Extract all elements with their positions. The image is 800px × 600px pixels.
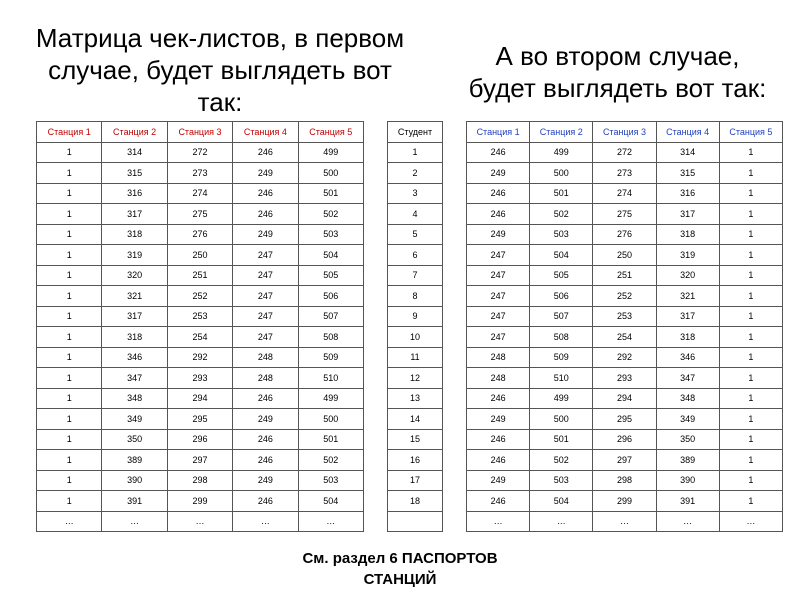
column-header: Станция 5: [719, 122, 782, 143]
table-row: [467, 347, 783, 368]
table-cell: 249: [467, 224, 530, 245]
table-row: [467, 142, 783, 163]
table-row: [467, 429, 783, 450]
table-row: [467, 450, 783, 471]
table-cell: 7: [388, 265, 443, 286]
table-row: [388, 265, 443, 286]
table-cell: 1: [719, 163, 782, 184]
table-row: [37, 224, 364, 245]
column-header: Станция 4: [233, 122, 298, 143]
table-row: [467, 470, 783, 491]
table-cell: 314: [102, 142, 167, 163]
table-cell: 509: [298, 347, 363, 368]
table-cell: 1: [719, 409, 782, 430]
table-row: [37, 245, 364, 266]
table-cell: 293: [593, 368, 656, 389]
table-cell: 500: [530, 409, 593, 430]
table-cell: 389: [102, 450, 167, 471]
table-row: [388, 347, 443, 368]
table-cell: 347: [656, 368, 719, 389]
table-cell: 348: [656, 388, 719, 409]
table-cell: 504: [530, 245, 593, 266]
table-row: [388, 163, 443, 184]
table-cell: 350: [656, 429, 719, 450]
table-row: [388, 142, 443, 163]
table-cell: 500: [530, 163, 593, 184]
table-cell: 505: [530, 265, 593, 286]
table-cell: 1: [37, 470, 102, 491]
table-cell: 1: [37, 183, 102, 204]
table-cell: 249: [467, 409, 530, 430]
table-cell: 299: [593, 491, 656, 512]
table-cell: 14: [388, 409, 443, 430]
table-cell: 246: [233, 450, 298, 471]
table-cell: 9: [388, 306, 443, 327]
table-cell: 499: [298, 142, 363, 163]
table-cell: 318: [102, 327, 167, 348]
table-cell: …: [298, 511, 363, 532]
table-cell: 1: [719, 286, 782, 307]
table-row: [37, 450, 364, 471]
table-cell: 1: [719, 245, 782, 266]
table-row: [388, 204, 443, 225]
table-cell: 499: [530, 388, 593, 409]
checklist-matrix-table: [36, 121, 364, 532]
column-header: Станция 2: [102, 122, 167, 143]
table-cell: 1: [37, 429, 102, 450]
table-cell: 10: [388, 327, 443, 348]
table-cell: 1: [719, 450, 782, 471]
table-cell: 293: [167, 368, 232, 389]
table-cell: 510: [530, 368, 593, 389]
table-cell: 391: [102, 491, 167, 512]
table-cell: 506: [530, 286, 593, 307]
table-cell: 16: [388, 450, 443, 471]
table-cell: 3: [388, 183, 443, 204]
table-cell: 1: [37, 286, 102, 307]
table-row: [467, 163, 783, 184]
table-cell: 320: [102, 265, 167, 286]
table-cell: 500: [298, 163, 363, 184]
table-row: [467, 245, 783, 266]
table-row: [388, 183, 443, 204]
table-cell: 318: [102, 224, 167, 245]
table-cell: 508: [298, 327, 363, 348]
table-row: [467, 224, 783, 245]
table-cell: 246: [467, 429, 530, 450]
table-cell: 499: [530, 142, 593, 163]
table-cell: 1: [37, 327, 102, 348]
table-cell: 18: [388, 491, 443, 512]
table-cell: 1: [37, 347, 102, 368]
table-cell: 502: [298, 204, 363, 225]
table-cell: …: [656, 511, 719, 532]
table-row: [388, 245, 443, 266]
table-cell: …: [467, 511, 530, 532]
table-cell: 500: [298, 409, 363, 430]
table-cell: 12: [388, 368, 443, 389]
table-cell: 1: [37, 265, 102, 286]
column-header: Станция 3: [593, 122, 656, 143]
table-cell: 319: [102, 245, 167, 266]
column-header: Станция 3: [167, 122, 232, 143]
table-cell: 1: [37, 163, 102, 184]
table-row: [388, 306, 443, 327]
table-cell: 503: [298, 470, 363, 491]
table-cell: 248: [467, 347, 530, 368]
table-cell: 317: [102, 306, 167, 327]
table-cell: 246: [233, 204, 298, 225]
table-row: [467, 388, 783, 409]
table-cell: …: [593, 511, 656, 532]
table-row: [467, 183, 783, 204]
table-cell: 276: [593, 224, 656, 245]
table-cell: 508: [530, 327, 593, 348]
table-row: [467, 265, 783, 286]
table-cell: 292: [593, 347, 656, 368]
table-row: [467, 368, 783, 389]
table-cell: 503: [298, 224, 363, 245]
table-cell: …: [233, 511, 298, 532]
heading-left-line-1: Матрица чек-листов, в первом: [35, 23, 405, 53]
table-cell: 501: [298, 183, 363, 204]
table-cell: 246: [233, 429, 298, 450]
table-cell: …: [102, 511, 167, 532]
table-cell: 294: [167, 388, 232, 409]
table-row: [37, 388, 364, 409]
table-cell: 247: [233, 327, 298, 348]
table-cell: 1: [719, 470, 782, 491]
heading-left-line-3: так:: [197, 87, 243, 117]
table-cell: 273: [593, 163, 656, 184]
table-cell: 315: [656, 163, 719, 184]
column-header: Станция 4: [656, 122, 719, 143]
table-cell: 501: [530, 183, 593, 204]
table-cell: …: [530, 511, 593, 532]
table-row: [388, 327, 443, 348]
table-cell: 506: [298, 286, 363, 307]
table-cell: 253: [167, 306, 232, 327]
heading-right-line-2: будет выглядеть вот так:: [468, 73, 767, 103]
table-row: [37, 347, 364, 368]
table-cell: 1: [37, 409, 102, 430]
table-cell: 274: [167, 183, 232, 204]
table-row: [388, 470, 443, 491]
table-cell: 501: [530, 429, 593, 450]
table-cell: 252: [593, 286, 656, 307]
table-cell: 318: [656, 327, 719, 348]
table-cell: 247: [233, 265, 298, 286]
table-cell: 1: [719, 183, 782, 204]
table-row: [37, 327, 364, 348]
table-cell: 317: [102, 204, 167, 225]
table-row: [388, 286, 443, 307]
table-row: [37, 511, 364, 532]
table-row: [388, 491, 443, 512]
table-cell: 1: [37, 204, 102, 225]
table-cell: 247: [233, 245, 298, 266]
table-cell: 1: [37, 224, 102, 245]
table-cell: 1: [37, 306, 102, 327]
table-row: [467, 286, 783, 307]
table-cell: 501: [298, 429, 363, 450]
table-cell: 247: [467, 286, 530, 307]
table-cell: 502: [298, 450, 363, 471]
table-cell: 502: [530, 204, 593, 225]
table-cell: 1: [719, 204, 782, 225]
table-cell: 316: [102, 183, 167, 204]
table-cell: 249: [467, 470, 530, 491]
table-cell: 321: [656, 286, 719, 307]
table-cell: 246: [233, 388, 298, 409]
table-cell: 296: [593, 429, 656, 450]
table-cell: 274: [593, 183, 656, 204]
column-header: Станция 2: [530, 122, 593, 143]
table-row: [388, 511, 443, 532]
table-cell: 319: [656, 245, 719, 266]
table-cell: 295: [167, 409, 232, 430]
table-cell: 1: [37, 450, 102, 471]
table-cell: 251: [167, 265, 232, 286]
table-cell: 246: [467, 491, 530, 512]
table-cell: 1: [37, 491, 102, 512]
table-cell: 1: [719, 491, 782, 512]
table-cell: …: [37, 511, 102, 532]
table-cell: 507: [530, 306, 593, 327]
table-cell: 346: [102, 347, 167, 368]
table-cell: 1: [719, 224, 782, 245]
heading-right: [440, 40, 795, 104]
second-case-matrix-table: [466, 121, 783, 532]
table-row: [467, 491, 783, 512]
table-cell: …: [167, 511, 232, 532]
table-cell: 5: [388, 224, 443, 245]
table-row: [37, 429, 364, 450]
table-cell: 246: [467, 183, 530, 204]
table-row: [37, 183, 364, 204]
table-cell: 502: [530, 450, 593, 471]
table-cell: 297: [593, 450, 656, 471]
table-row: [388, 224, 443, 245]
table-cell: 275: [593, 204, 656, 225]
table-row: [37, 409, 364, 430]
table-row: [37, 306, 364, 327]
table-cell: 391: [656, 491, 719, 512]
table-cell: 246: [467, 450, 530, 471]
table-row: [37, 470, 364, 491]
table-cell: 246: [467, 204, 530, 225]
table-cell: 249: [233, 163, 298, 184]
table-cell: 318: [656, 224, 719, 245]
column-header: Студент: [388, 122, 443, 143]
table-row: [467, 511, 783, 532]
table-cell: 296: [167, 429, 232, 450]
column-header: Станция 5: [298, 122, 363, 143]
table-cell: 504: [530, 491, 593, 512]
table-cell: 390: [102, 470, 167, 491]
table-header-row: [388, 122, 443, 143]
heading-left-line-2: случае, будет выглядеть вот: [48, 55, 392, 85]
table-cell: 248: [467, 368, 530, 389]
table-cell: 320: [656, 265, 719, 286]
table-cell: 1: [37, 245, 102, 266]
table-cell: 504: [298, 245, 363, 266]
table-cell: 250: [593, 245, 656, 266]
table-cell: 252: [167, 286, 232, 307]
table-cell: 247: [467, 306, 530, 327]
table-cell: 294: [593, 388, 656, 409]
table-cell: 275: [167, 204, 232, 225]
table-row: [388, 388, 443, 409]
table-row: [467, 327, 783, 348]
table-cell: 247: [233, 286, 298, 307]
table-cell: 349: [102, 409, 167, 430]
table-cell: 246: [233, 491, 298, 512]
table-row: [37, 163, 364, 184]
table-header-row: [37, 122, 364, 143]
table-cell: 348: [102, 388, 167, 409]
table-cell: 1: [719, 347, 782, 368]
table-cell: 1: [719, 327, 782, 348]
table-cell: 247: [467, 245, 530, 266]
table-cell: 249: [233, 224, 298, 245]
students-table: [387, 121, 443, 532]
table-cell: 17: [388, 470, 443, 491]
table-cell: 509: [530, 347, 593, 368]
table-cell: 316: [656, 183, 719, 204]
table-cell: 389: [656, 450, 719, 471]
table-cell: 1: [719, 429, 782, 450]
table-cell: 6: [388, 245, 443, 266]
table-row: [388, 429, 443, 450]
table-cell: 249: [233, 470, 298, 491]
table-cell: 507: [298, 306, 363, 327]
table-cell: …: [719, 511, 782, 532]
table-cell: 4: [388, 204, 443, 225]
table-cell: 272: [593, 142, 656, 163]
table-cell: 246: [233, 183, 298, 204]
table-row: [388, 409, 443, 430]
table-cell: 349: [656, 409, 719, 430]
table-cell: 272: [167, 142, 232, 163]
table-cell: 254: [593, 327, 656, 348]
table-cell: 1: [37, 142, 102, 163]
table-row: [467, 306, 783, 327]
table-row: [37, 368, 364, 389]
table-row: [37, 204, 364, 225]
table-cell: 247: [467, 327, 530, 348]
table-cell: 298: [167, 470, 232, 491]
table-cell: 246: [467, 142, 530, 163]
footer-line-1: См. раздел 6 ПАСПОРТОВ: [302, 550, 498, 567]
table-cell: 1: [719, 306, 782, 327]
table-cell: 1: [719, 388, 782, 409]
table-cell: 251: [593, 265, 656, 286]
table-cell: 254: [167, 327, 232, 348]
table-cell: 346: [656, 347, 719, 368]
table-cell: 317: [656, 306, 719, 327]
table-cell: 11: [388, 347, 443, 368]
table-cell: 253: [593, 306, 656, 327]
column-header: Станция 1: [467, 122, 530, 143]
table-cell: 249: [467, 163, 530, 184]
table-cell: 8: [388, 286, 443, 307]
heading-right-line-1: А во втором случае,: [495, 41, 740, 71]
table-row: [37, 286, 364, 307]
table-cell: 297: [167, 450, 232, 471]
table-cell: 1: [719, 368, 782, 389]
table-cell: 248: [233, 368, 298, 389]
table-cell: 2: [388, 163, 443, 184]
table-cell: 314: [656, 142, 719, 163]
table-row: [37, 142, 364, 163]
table-cell: 248: [233, 347, 298, 368]
table-header-row: [467, 122, 783, 143]
table-cell: 1: [37, 388, 102, 409]
table-cell: 249: [233, 409, 298, 430]
heading-left: [0, 22, 440, 118]
table-cell: 298: [593, 470, 656, 491]
table-row: [467, 204, 783, 225]
table-cell: 1: [37, 368, 102, 389]
table-cell: 247: [233, 306, 298, 327]
table-cell: 273: [167, 163, 232, 184]
footer-note: [240, 548, 560, 590]
table-cell: 1: [388, 142, 443, 163]
table-row: [388, 450, 443, 471]
table-cell: 347: [102, 368, 167, 389]
table-cell: 299: [167, 491, 232, 512]
table-cell: 247: [467, 265, 530, 286]
table-row: [388, 368, 443, 389]
table-cell: 250: [167, 245, 232, 266]
table-cell: 315: [102, 163, 167, 184]
footer-line-2: СТАНЦИЙ: [363, 571, 437, 588]
table-cell: 505: [298, 265, 363, 286]
table-cell: 13: [388, 388, 443, 409]
table-cell: 503: [530, 470, 593, 491]
table-cell: 350: [102, 429, 167, 450]
table-cell: 503: [530, 224, 593, 245]
table-cell: 510: [298, 368, 363, 389]
table-cell: 1: [719, 265, 782, 286]
table-cell: 504: [298, 491, 363, 512]
table-cell: 292: [167, 347, 232, 368]
table-cell: 246: [233, 142, 298, 163]
table-cell: 390: [656, 470, 719, 491]
table-cell: 15: [388, 429, 443, 450]
table-row: [37, 265, 364, 286]
column-header: Станция 1: [37, 122, 102, 143]
table-cell: 499: [298, 388, 363, 409]
table-cell: 246: [467, 388, 530, 409]
table-row: [467, 409, 783, 430]
table-cell: 317: [656, 204, 719, 225]
table-cell: 295: [593, 409, 656, 430]
table-cell: 321: [102, 286, 167, 307]
table-cell: 1: [719, 142, 782, 163]
table-cell: 276: [167, 224, 232, 245]
table-row: [37, 491, 364, 512]
table-cell: [388, 511, 443, 532]
